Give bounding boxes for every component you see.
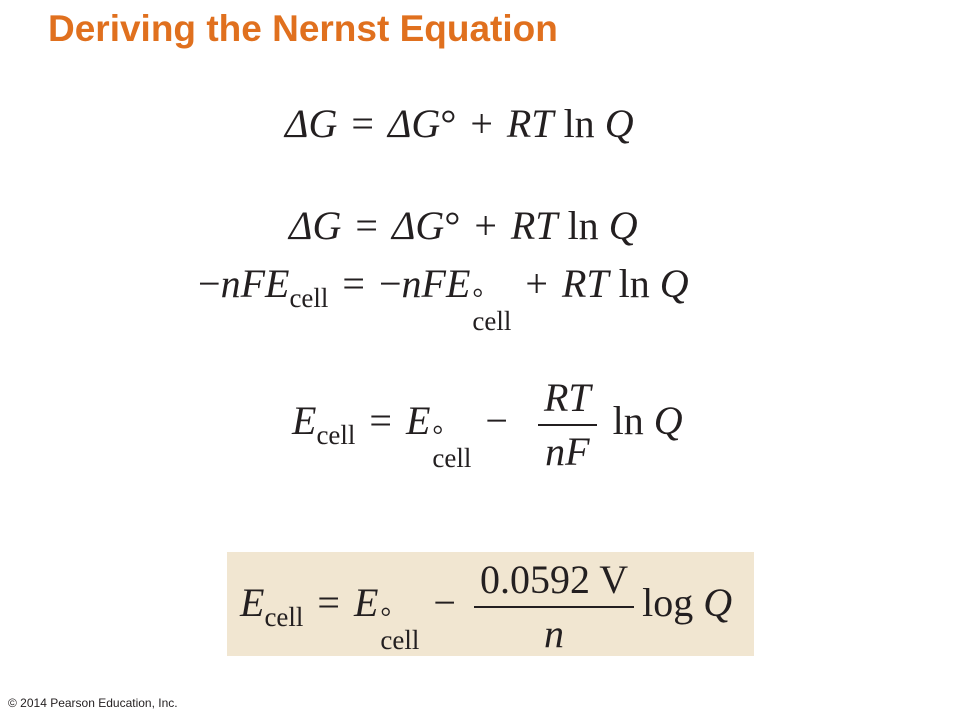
nernst-equation bbox=[240, 557, 733, 656]
cell-subscript: cell bbox=[264, 602, 304, 633]
nfe-standard-term: nFE bbox=[401, 261, 471, 306]
reaction-quotient: Q bbox=[659, 261, 689, 306]
plus-sign: + bbox=[525, 261, 548, 306]
log-function: log bbox=[642, 580, 694, 626]
gibbs-equation-1 bbox=[285, 101, 634, 146]
cell-subscript: cell bbox=[432, 443, 472, 474]
rt-term: RT bbox=[506, 101, 554, 146]
nfe-term: nFE bbox=[220, 261, 290, 306]
degree-sign: ° bbox=[472, 283, 484, 313]
degree-sign: ° bbox=[444, 203, 461, 248]
e-cell-standard: E bbox=[353, 580, 379, 626]
cell-subscript: cell bbox=[380, 625, 420, 656]
plus-sign: + bbox=[470, 101, 493, 146]
delta-g: ΔG bbox=[289, 203, 342, 248]
minus-sign: − bbox=[378, 261, 402, 306]
equals-sign: = bbox=[351, 101, 374, 146]
copyright-footer: © 2014 Pearson Education, Inc. bbox=[8, 696, 178, 710]
rt-term: RT bbox=[510, 203, 558, 248]
substituted-equation bbox=[198, 261, 689, 336]
reaction-quotient: Q bbox=[604, 101, 634, 146]
cell-subscript: cell bbox=[316, 420, 356, 451]
equals-sign: = bbox=[317, 580, 340, 626]
reaction-quotient: Q bbox=[703, 580, 733, 626]
equals-sign: = bbox=[355, 203, 378, 248]
minus-sign: − bbox=[198, 261, 221, 306]
delta-g-standard: ΔG bbox=[387, 101, 441, 146]
delta-g: ΔG bbox=[285, 101, 338, 146]
fraction-denominator: n bbox=[544, 611, 565, 656]
ln-function: ln bbox=[567, 203, 599, 248]
fraction-numerator: 0.0592 V bbox=[479, 557, 629, 602]
e-cell: E bbox=[240, 580, 265, 626]
e-cell-standard: E bbox=[405, 398, 431, 444]
degree-sign: ° bbox=[380, 602, 392, 633]
slide-title: Deriving the Nernst Equation bbox=[48, 8, 558, 49]
delta-g-standard: ΔG bbox=[391, 203, 445, 248]
degree-sign: ° bbox=[440, 101, 457, 146]
equals-sign: = bbox=[369, 398, 392, 444]
e-cell: E bbox=[292, 398, 317, 444]
minus-sign: − bbox=[433, 580, 456, 626]
gibbs-equation-2 bbox=[289, 203, 638, 248]
degree-sign: ° bbox=[432, 420, 444, 451]
minus-sign: − bbox=[485, 398, 508, 444]
ln-function: ln bbox=[563, 101, 595, 146]
cell-subscript: cell bbox=[472, 306, 512, 336]
reaction-quotient: Q bbox=[608, 203, 638, 248]
fraction bbox=[538, 375, 597, 474]
rt-term: RT bbox=[561, 261, 609, 306]
fraction-numerator: RT bbox=[543, 375, 591, 420]
ln-function: ln bbox=[612, 398, 644, 444]
equals-sign: = bbox=[342, 261, 365, 306]
fraction bbox=[474, 557, 634, 656]
cell-subscript: cell bbox=[289, 283, 329, 313]
rearranged-equation bbox=[292, 375, 683, 474]
reaction-quotient: Q bbox=[653, 398, 683, 444]
plus-sign: + bbox=[474, 203, 497, 248]
ln-function: ln bbox=[618, 261, 650, 306]
fraction-denominator: nF bbox=[545, 429, 590, 474]
